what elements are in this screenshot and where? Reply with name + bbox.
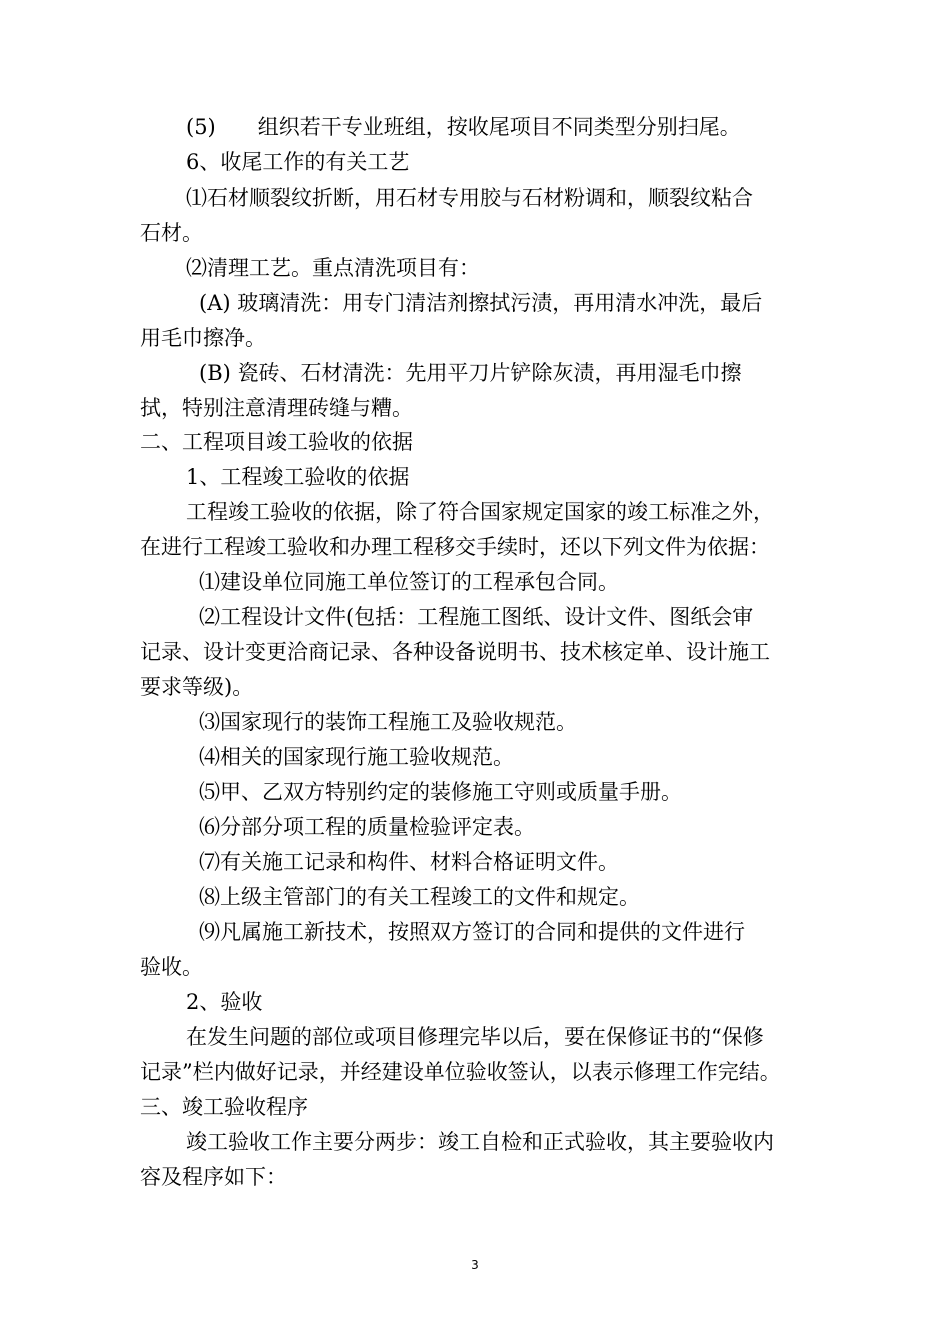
list-item: ⑴建设单位同施工单位签订的工程承包合同。 [199, 570, 619, 594]
paragraph-line: 石材。 [140, 221, 203, 245]
list-item: ⑺有关施工记录和构件、材料合格证明文件。 [199, 850, 619, 874]
paragraph-line: (B) 瓷砖、石材清洗：先用平刀片铲除灰渍，再用湿毛巾擦 [199, 361, 742, 385]
list-item: ⑻上级主管部门的有关工程竣工的文件和规定。 [199, 885, 640, 909]
list-item: ⑵工程设计文件(包括：工程施工图纸、设计文件、图纸会审 [199, 605, 754, 629]
section-heading-6: 6、收尾工作的有关工艺 [186, 150, 410, 174]
list-item: ⑹分部分项工程的质量检验评定表。 [199, 815, 535, 839]
list-item: ⑶国家现行的装饰工程施工及验收规范。 [199, 710, 577, 734]
paragraph-line: 竣工验收工作主要分两步：竣工自检和正式验收，其主要验收内 [186, 1130, 774, 1154]
section-heading: 三、竣工验收程序 [140, 1095, 308, 1119]
paragraph-line: 在进行工程竣工验收和办理工程移交手续时，还以下列文件为依据： [140, 535, 770, 559]
section-heading: 二、工程项目竣工验收的依据 [140, 430, 413, 454]
paragraph-line: 工程竣工验收的依据，除了符合国家规定国家的竣工标准之外， [186, 500, 774, 524]
list-item-5: (5) 组织若干专业班组，按收尾项目不同类型分别扫尾。 [186, 115, 741, 139]
paragraph-line: ⑵清理工艺。重点清洗项目有： [186, 256, 480, 280]
paragraph-line: 在发生问题的部位或项目修理完毕以后，要在保修证书的“保修 [186, 1025, 764, 1049]
subsection-heading: 1、工程竣工验收的依据 [186, 465, 410, 489]
paragraph-line: 拭，特别注意清理砖缝与糟。 [140, 396, 413, 420]
list-item: ⑷相关的国家现行施工验收规范。 [199, 745, 514, 769]
paragraph-line: 记录”栏内做好记录，并经建设单位验收签认，以表示修理工作完结。 [140, 1060, 781, 1084]
list-item-continuation: 记录、设计变更洽商记录、各种设备说明书、技术核定单、设计施工 [140, 640, 770, 664]
paragraph-line: 用毛巾擦净。 [140, 326, 266, 350]
paragraph-line: 容及程序如下： [140, 1165, 287, 1189]
subsection-heading: 2、验收 [186, 990, 263, 1014]
paragraph-line: (A) 玻璃清洗：用专门清洁剂擦拭污渍，再用清水冲洗，最后 [199, 291, 763, 315]
list-item: ⑸甲、乙双方特别约定的装修施工守则或质量手册。 [199, 780, 682, 804]
paragraph-line: ⑴石材顺裂纹折断，用石材专用胶与石材粉调和，顺裂纹粘合 [186, 186, 753, 210]
list-item-continuation: 要求等级)。 [140, 675, 254, 699]
page-number: 3 [471, 1258, 479, 1272]
list-item-continuation: 验收。 [140, 955, 203, 979]
list-item: ⑼凡属施工新技术，按照双方签订的合同和提供的文件进行 [199, 920, 745, 944]
